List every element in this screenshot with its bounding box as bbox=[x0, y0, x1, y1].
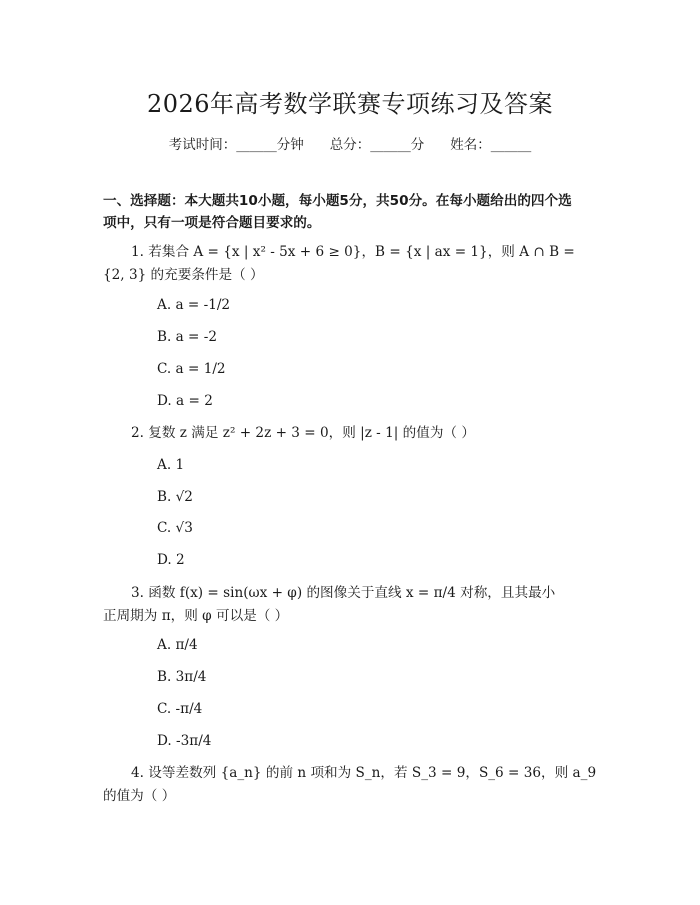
question-1-option-c: C. a = 1/2 bbox=[157, 361, 226, 377]
question-3 bbox=[103, 582, 603, 628]
section-heading-line-2: 项中，只有一项是符合题目要求的。 bbox=[103, 215, 321, 231]
page-title: 2026年高考数学联赛专项练习及答案 bbox=[146, 90, 554, 118]
question-2-option-c: C. √3 bbox=[157, 520, 193, 536]
question-3-option-a: A. π/4 bbox=[157, 637, 198, 653]
question-4-line-1: 4. 设等差数列 {a_n} 的前 n 项和为 S_n，若 S_3 = 9，S_6 = 36，则 a_9 bbox=[131, 765, 597, 781]
question-2-option-b: B. √2 bbox=[157, 489, 193, 505]
section-heading-line-1: 一、选择题：本大题共10小题，每小题5分，共50分。在每小题给出的四个选 bbox=[103, 193, 572, 209]
name-field: 姓名：______ bbox=[450, 137, 532, 153]
score-field: 总分：______分 bbox=[329, 137, 425, 153]
exam-meta bbox=[0, 133, 700, 153]
question-1-line-2: {2, 3} 的充要条件是（ ） bbox=[103, 267, 264, 283]
question-1-option-b: B. a = -2 bbox=[157, 329, 218, 345]
question-1-option-a: A. a = -1/2 bbox=[157, 297, 231, 313]
section-heading bbox=[103, 190, 603, 234]
question-3-line-1: 3. 函数 f(x) = sin(ωx + φ) 的图像关于直线 x = π/4 对称，且其最小 bbox=[131, 585, 556, 601]
question-1-option-d: D. a = 2 bbox=[157, 393, 213, 409]
question-3-line-2: 正周期为 π，则 φ 可以是（ ） bbox=[103, 608, 289, 624]
question-3-option-d: D. -3π/4 bbox=[157, 733, 212, 749]
question-2-line-1: 2. 复数 z 满足 z² + 2z + 3 = 0，则 |z - 1| 的值为（ ） bbox=[131, 425, 475, 441]
question-4-line-2: 的值为（ ） bbox=[103, 788, 176, 804]
question-3-option-c: C. -π/4 bbox=[157, 701, 203, 717]
question-2-option-d: D. 2 bbox=[157, 552, 185, 568]
question-2-option-a: A. 1 bbox=[157, 457, 185, 473]
question-3-option-b: B. 3π/4 bbox=[157, 669, 207, 685]
time-field: 考试时间：______分钟 bbox=[168, 137, 304, 153]
question-2 bbox=[103, 422, 603, 445]
question-4 bbox=[103, 762, 603, 808]
question-1-line-1: 1. 若集合 A = {x | x² - 5x + 6 ≥ 0}，B = {x | ax = 1}，则 A ∩ B = bbox=[131, 244, 575, 260]
question-1 bbox=[103, 241, 603, 287]
